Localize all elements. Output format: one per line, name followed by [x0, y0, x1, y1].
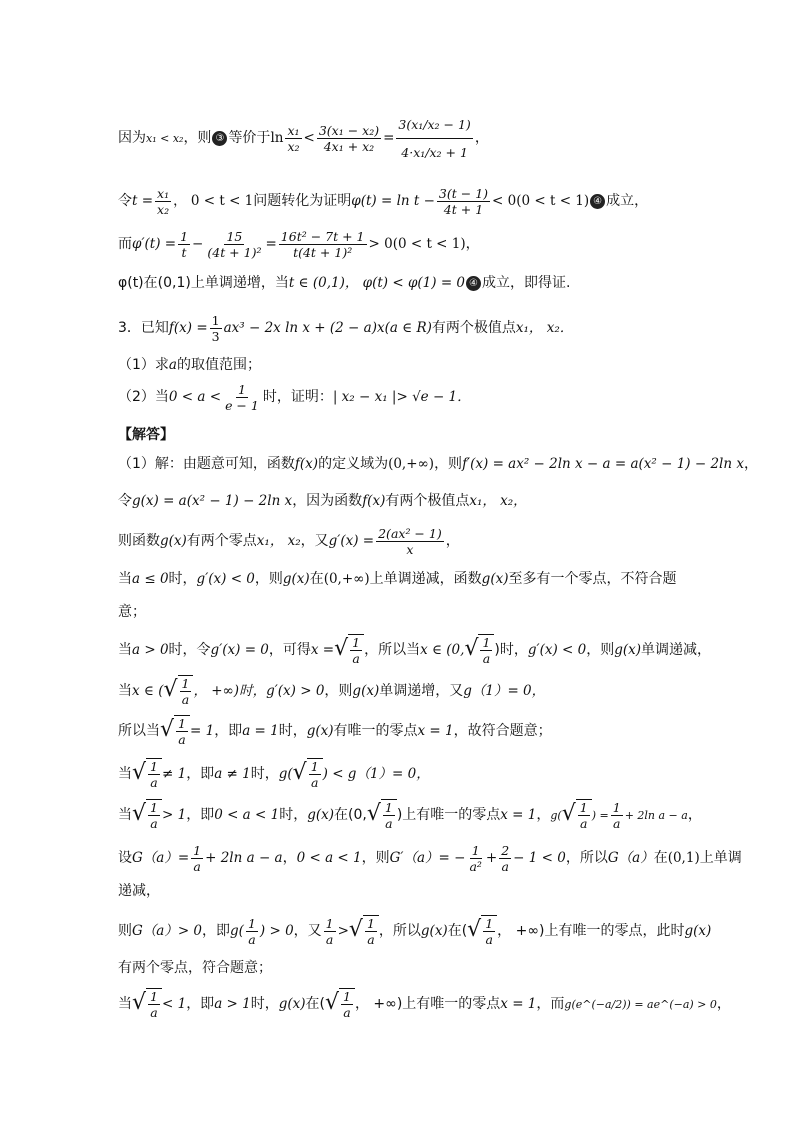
solution-line-4 [118, 568, 754, 590]
math: g( [278, 766, 293, 782]
text: 当 [118, 766, 132, 782]
numerator: 15 [226, 228, 243, 244]
text: )上有唯一的零点 [396, 807, 501, 823]
denominator: t [181, 244, 187, 260]
text: 在( [447, 923, 468, 939]
text: ，则 [183, 130, 212, 146]
math: + 2ln a − a [624, 809, 688, 822]
solution-line-12 [118, 880, 754, 902]
denominator: a [178, 732, 186, 747]
circled-number: ④ [590, 194, 605, 209]
text: 问题转化为证明 [253, 193, 352, 209]
text: 有唯一的零点 [333, 723, 418, 739]
square-root: √ $\frac{1}{a}$ [293, 758, 323, 790]
text: ， +∞)上有唯一的零点 [354, 996, 501, 1012]
text: ，又 [300, 533, 329, 549]
text: 上单调 [699, 850, 742, 866]
text: 令 [118, 193, 132, 209]
math: g（1）= 0， [463, 683, 546, 699]
denominator: a [150, 775, 158, 790]
numerator: 1 [150, 759, 158, 774]
math: > [337, 923, 349, 939]
text: 因为 [118, 130, 146, 146]
text: 当 [118, 571, 132, 587]
numerator: 1 [180, 228, 189, 244]
math: g( [550, 809, 562, 822]
text: 时， [279, 807, 308, 823]
text: 有两个零点 [186, 533, 257, 549]
text: ， +∞)上有唯一的零点，此时 [497, 923, 685, 939]
numerator: 1 [150, 800, 158, 815]
math: + [485, 850, 498, 866]
math: > 1 [161, 807, 187, 823]
solution-line-7 [118, 673, 754, 709]
denominator: a [248, 931, 256, 947]
numerator: 2 [501, 842, 510, 858]
math: g(e^(−a/2)) = ae^(−a) > 0 [564, 998, 717, 1011]
text: ，可得 [268, 642, 311, 658]
numerator: 3(x₁ − x₂) [318, 122, 380, 138]
solution-line-14 [118, 957, 754, 979]
solution-line-10 [118, 796, 754, 835]
math: 0 < a < 1 [214, 807, 280, 823]
square-root: √ $\frac{1}{a}$ [367, 799, 397, 831]
text: 当 [118, 642, 132, 658]
fraction [191, 843, 203, 874]
numerator: 1 [178, 716, 186, 731]
square-root: √ $\frac{1}{a}$ [467, 915, 497, 947]
math: G（a） [607, 850, 654, 866]
denominator: a [150, 1005, 158, 1020]
square-root: √ $\frac{1}{a}$ [464, 634, 494, 666]
math: G（a）= [132, 850, 190, 866]
denominator: x₂ [287, 138, 300, 154]
math: x = 1 [500, 807, 537, 823]
text: 有两个极值点 [385, 493, 470, 509]
text: 令 [118, 493, 132, 509]
math: g(x) [306, 723, 334, 739]
math: = [383, 130, 395, 146]
denominator: (4t + 1)² [207, 244, 262, 260]
text: 等价于 [228, 130, 271, 146]
math: ax³ − 2x ln x + (2 − a)x(a ∈ R) [223, 320, 432, 336]
numerator: 1 [579, 800, 588, 815]
solution-line-15 [118, 985, 754, 1024]
fraction [205, 229, 263, 260]
text: ， [445, 533, 460, 549]
math: x = 1 [417, 723, 454, 739]
text: ，则 [324, 683, 353, 699]
numerator: 1 [471, 842, 480, 858]
math: g(x) [278, 996, 306, 1012]
denominator: a [325, 931, 334, 947]
math: (0,+∞) [323, 571, 370, 587]
text: ，故符合题意； [453, 723, 552, 739]
square-root: √ $\frac{1}{a}$ [132, 799, 162, 831]
math: ， φ(t) < φ(1) = 0 [344, 275, 466, 291]
numerator: 1 [343, 989, 351, 1004]
text: ， [687, 807, 702, 823]
solution-line-11 [118, 840, 754, 876]
text: （1）求 [118, 357, 169, 373]
text: φ(t)在(0,1)上单调递增，当 [118, 275, 289, 291]
text: 而 [118, 236, 132, 252]
numerator: 1 [482, 635, 491, 650]
math: t ∈ (0,1) [288, 275, 345, 291]
math: g′(x) = [328, 533, 375, 549]
denominator: 4·x₁/x₂ + 1 [401, 144, 468, 160]
question-3 [118, 312, 754, 344]
text: ，即 [214, 723, 243, 739]
math: φ′(t) = [132, 236, 177, 252]
math: t = [132, 193, 154, 209]
denominator: x [406, 541, 414, 557]
text: 有两个零点，符合题意； [118, 960, 272, 976]
numerator: x₁ [157, 185, 170, 201]
math: f(x) [362, 493, 386, 509]
fraction [178, 229, 190, 260]
numerator: 1 [247, 915, 256, 931]
text: ， [282, 850, 297, 866]
denominator: e − 1 [225, 397, 259, 413]
math: g(x) = a(x² − 1) − 2ln x [132, 493, 293, 509]
denominator: a [367, 932, 375, 947]
circled-number: ③ [212, 131, 227, 146]
text: 当 [118, 807, 132, 823]
math: g′(x) = 0 [210, 642, 269, 658]
proof-line-4 [118, 272, 754, 294]
math: g(x) [160, 533, 187, 549]
solution-line-3 [118, 524, 754, 558]
denominator: a [310, 775, 319, 790]
denominator: a [193, 858, 201, 874]
proof-line-3 [118, 226, 754, 262]
fraction [376, 526, 444, 557]
math: g(x) [282, 571, 310, 587]
numerator: 3(x₁/x₂ − 1) [396, 111, 472, 139]
text: 时，证明： [262, 389, 333, 405]
answer-heading [118, 424, 754, 446]
numerator: 1 [310, 759, 319, 774]
math: x₁， x₂， [469, 493, 527, 509]
text: （1）解：由题意可知，函数 [118, 456, 295, 472]
numerator: 1 [485, 916, 494, 931]
text: 设 [118, 850, 132, 866]
math: (0,1) [667, 850, 700, 866]
text: ，则 [254, 571, 283, 587]
math: a = 1 [242, 723, 279, 739]
math: a ≠ 1 [214, 766, 251, 782]
numerator: x₁ [287, 122, 300, 138]
text: 在 [309, 571, 324, 587]
denominator: a [482, 651, 491, 666]
math: ) > 0 [259, 923, 294, 939]
math: G（a）> 0 [132, 923, 203, 939]
solution-line-1 [118, 453, 758, 475]
math: < 1 [161, 996, 187, 1012]
circled-number: ④ [466, 276, 481, 291]
text: ，所以当 [364, 642, 421, 658]
denominator: a [352, 651, 360, 666]
fraction [279, 229, 367, 260]
math: g(x) [481, 571, 509, 587]
math: a > 1 [214, 996, 251, 1012]
text: 3．已知 [118, 320, 169, 336]
text: ，则 [434, 456, 463, 472]
math: a > 0 [132, 642, 169, 658]
denominator: a² [469, 858, 482, 874]
math: ) < g（1）= 0， [322, 766, 430, 782]
math: g′(x) < 0 [196, 571, 255, 587]
math: (0,+∞) [388, 456, 435, 472]
text: 的取值范围； [176, 357, 261, 373]
math: x₁ < x₂ [146, 132, 184, 145]
numerator: 16t² − 7t + 1 [280, 228, 365, 244]
text: ，而 [536, 996, 565, 1012]
numerator: 1 [150, 989, 158, 1004]
question-3-part-2 [118, 380, 754, 414]
fraction [467, 843, 483, 874]
fraction [223, 382, 261, 413]
math: ， 0 < t < 1 [173, 193, 254, 209]
math: x = 1 [500, 996, 537, 1012]
denominator: 4t + 1 [443, 201, 484, 217]
text: 上单调递减，函数 [369, 571, 482, 587]
numerator: 1 [612, 799, 621, 815]
text: ， [474, 130, 489, 146]
math: a ≤ 0 [132, 571, 169, 587]
fraction [437, 186, 490, 217]
text: ，即 [202, 923, 231, 939]
math: x ∈ ( [132, 683, 164, 699]
numerator: 1 [325, 915, 334, 931]
math: = 1 [189, 723, 215, 739]
text: 的定义域为 [318, 456, 389, 472]
text: 【解答】 [118, 427, 174, 443]
text: ， [536, 807, 551, 823]
text: ， [743, 456, 758, 472]
text: ，即 [186, 766, 215, 782]
math: g(x) [684, 923, 712, 939]
text: 则函数 [118, 533, 160, 549]
math: 0 < a < 1 [296, 850, 362, 866]
denominator: a [150, 816, 158, 831]
numerator: 1 [366, 916, 375, 931]
square-root: √ $\frac{1}{a}$ [349, 915, 379, 947]
fraction [317, 123, 381, 154]
math: > 0(0 < t < 1) [368, 236, 466, 252]
solution-line-6 [118, 632, 754, 668]
math: ln [270, 130, 284, 146]
math: = [265, 236, 277, 252]
text: ，因为函数 [292, 493, 363, 509]
math: x₁， x₂． [515, 320, 574, 336]
math: | x₂ − x₁ |> √e − 1． [332, 389, 471, 405]
fraction [324, 916, 336, 947]
math: x = [310, 642, 335, 658]
fraction [155, 186, 171, 217]
text: ， [716, 996, 731, 1012]
denominator: a [580, 816, 588, 831]
text: 当 [118, 996, 132, 1012]
math: < [303, 130, 315, 146]
fraction [210, 313, 222, 344]
proof-line-1 [118, 103, 754, 173]
fraction [285, 123, 301, 154]
denominator: a [612, 815, 621, 831]
math: g(x) [614, 642, 642, 658]
math: ) = [591, 809, 609, 822]
square-root: √ $\frac{1}{a}$ [562, 799, 592, 831]
fraction [499, 843, 511, 874]
numerator: 1 [352, 635, 361, 650]
math: a [168, 357, 177, 373]
denominator: a [501, 858, 509, 874]
math: x ∈ (0, [420, 642, 465, 658]
text: 至多有一个零点，不符合题 [508, 571, 677, 587]
text: ，所以 [565, 850, 608, 866]
text: 时， [250, 766, 279, 782]
question-3-part-1 [118, 354, 754, 376]
math: f(x) = [168, 320, 208, 336]
text: ，所以 [378, 923, 421, 939]
text: ，又 [293, 923, 322, 939]
math: g( [230, 923, 244, 939]
denominator: a [385, 816, 393, 831]
text: 单调递增，又 [379, 683, 464, 699]
text: )时， [494, 642, 528, 658]
text: 当 [118, 683, 132, 699]
solution-line-2 [118, 490, 754, 512]
numerator: 1 [211, 312, 220, 328]
text: ，即 [186, 807, 215, 823]
math: + 2ln a − a [205, 850, 283, 866]
fraction [611, 800, 623, 831]
square-root: √ $\frac{1}{a}$ [132, 758, 162, 790]
text: 成立，即得证. [482, 275, 571, 291]
numerator: 2(ax² − 1) [378, 525, 442, 541]
denominator: x₂ [157, 201, 170, 217]
math: < 0(0 < t < 1) [492, 193, 590, 209]
denominator: a [181, 692, 190, 707]
denominator: a [485, 932, 493, 947]
denominator: a [343, 1005, 351, 1020]
square-root: √ $\frac{1}{a}$ [325, 988, 355, 1020]
text: 在(0, [334, 807, 367, 823]
math: φ(t) = ln t − [351, 193, 435, 209]
text: 所以当 [118, 723, 160, 739]
text: 时，令 [168, 642, 211, 658]
text: ，则 [586, 642, 615, 658]
solution-line-5 [118, 601, 754, 623]
math: f(x) [294, 456, 319, 472]
math: 0 < a < [168, 389, 222, 405]
text: 递减， [118, 883, 160, 899]
numerator: 1 [237, 381, 246, 397]
text: 时， [278, 723, 307, 739]
math: g′(x) > 0 [266, 683, 325, 699]
math: G′（a）= − [389, 850, 466, 866]
numerator: 3(t − 1) [438, 185, 489, 201]
solution-line-9 [118, 755, 754, 793]
denominator: 4x₁ + x₂ [323, 138, 375, 154]
text: ，即 [186, 996, 215, 1012]
text: 在( [305, 996, 325, 1012]
text: 有两个极值点 [431, 320, 516, 336]
math: − 1 < 0 [513, 850, 566, 866]
text: ， [465, 236, 480, 252]
text: 在 [653, 850, 668, 866]
fraction [396, 111, 472, 166]
text: 成立， [606, 193, 649, 209]
text: （2）当 [118, 389, 169, 405]
denominator: t(4t + 1)² [293, 244, 353, 260]
square-root: √ $\frac{1}{a}$ [160, 715, 190, 747]
square-root: √ $\frac{1}{a}$ [163, 675, 193, 707]
solution-line-13 [118, 912, 754, 950]
math: g′(x) < 0 [527, 642, 587, 658]
math: ≠ 1 [161, 766, 187, 782]
text: 单调递减， [641, 642, 712, 658]
text: 时， [250, 996, 279, 1012]
denominator: 3 [211, 328, 220, 344]
square-root: √ $\frac{1}{a}$ [132, 988, 162, 1020]
text: 则 [118, 923, 132, 939]
proof-line-2 [118, 183, 754, 219]
text: ，则 [361, 850, 390, 866]
numerator: 1 [193, 842, 202, 858]
text: 时， [168, 571, 197, 587]
square-root: √ $\frac{1}{a}$ [334, 634, 364, 666]
math: g(x) [307, 807, 334, 823]
numerator: 1 [181, 676, 190, 691]
text: 意； [118, 604, 146, 620]
math: g(x) [352, 683, 380, 699]
solution-line-8 [118, 712, 754, 750]
math: − [192, 236, 204, 252]
math: ， +∞)时， [193, 683, 267, 699]
fraction [246, 916, 258, 947]
numerator: 1 [384, 800, 393, 815]
math: g(x) [420, 923, 448, 939]
math: x₁， x₂ [256, 533, 301, 549]
math: f′(x) = ax² − 2ln x − a = a(x² − 1) − 2ln x [462, 456, 744, 472]
